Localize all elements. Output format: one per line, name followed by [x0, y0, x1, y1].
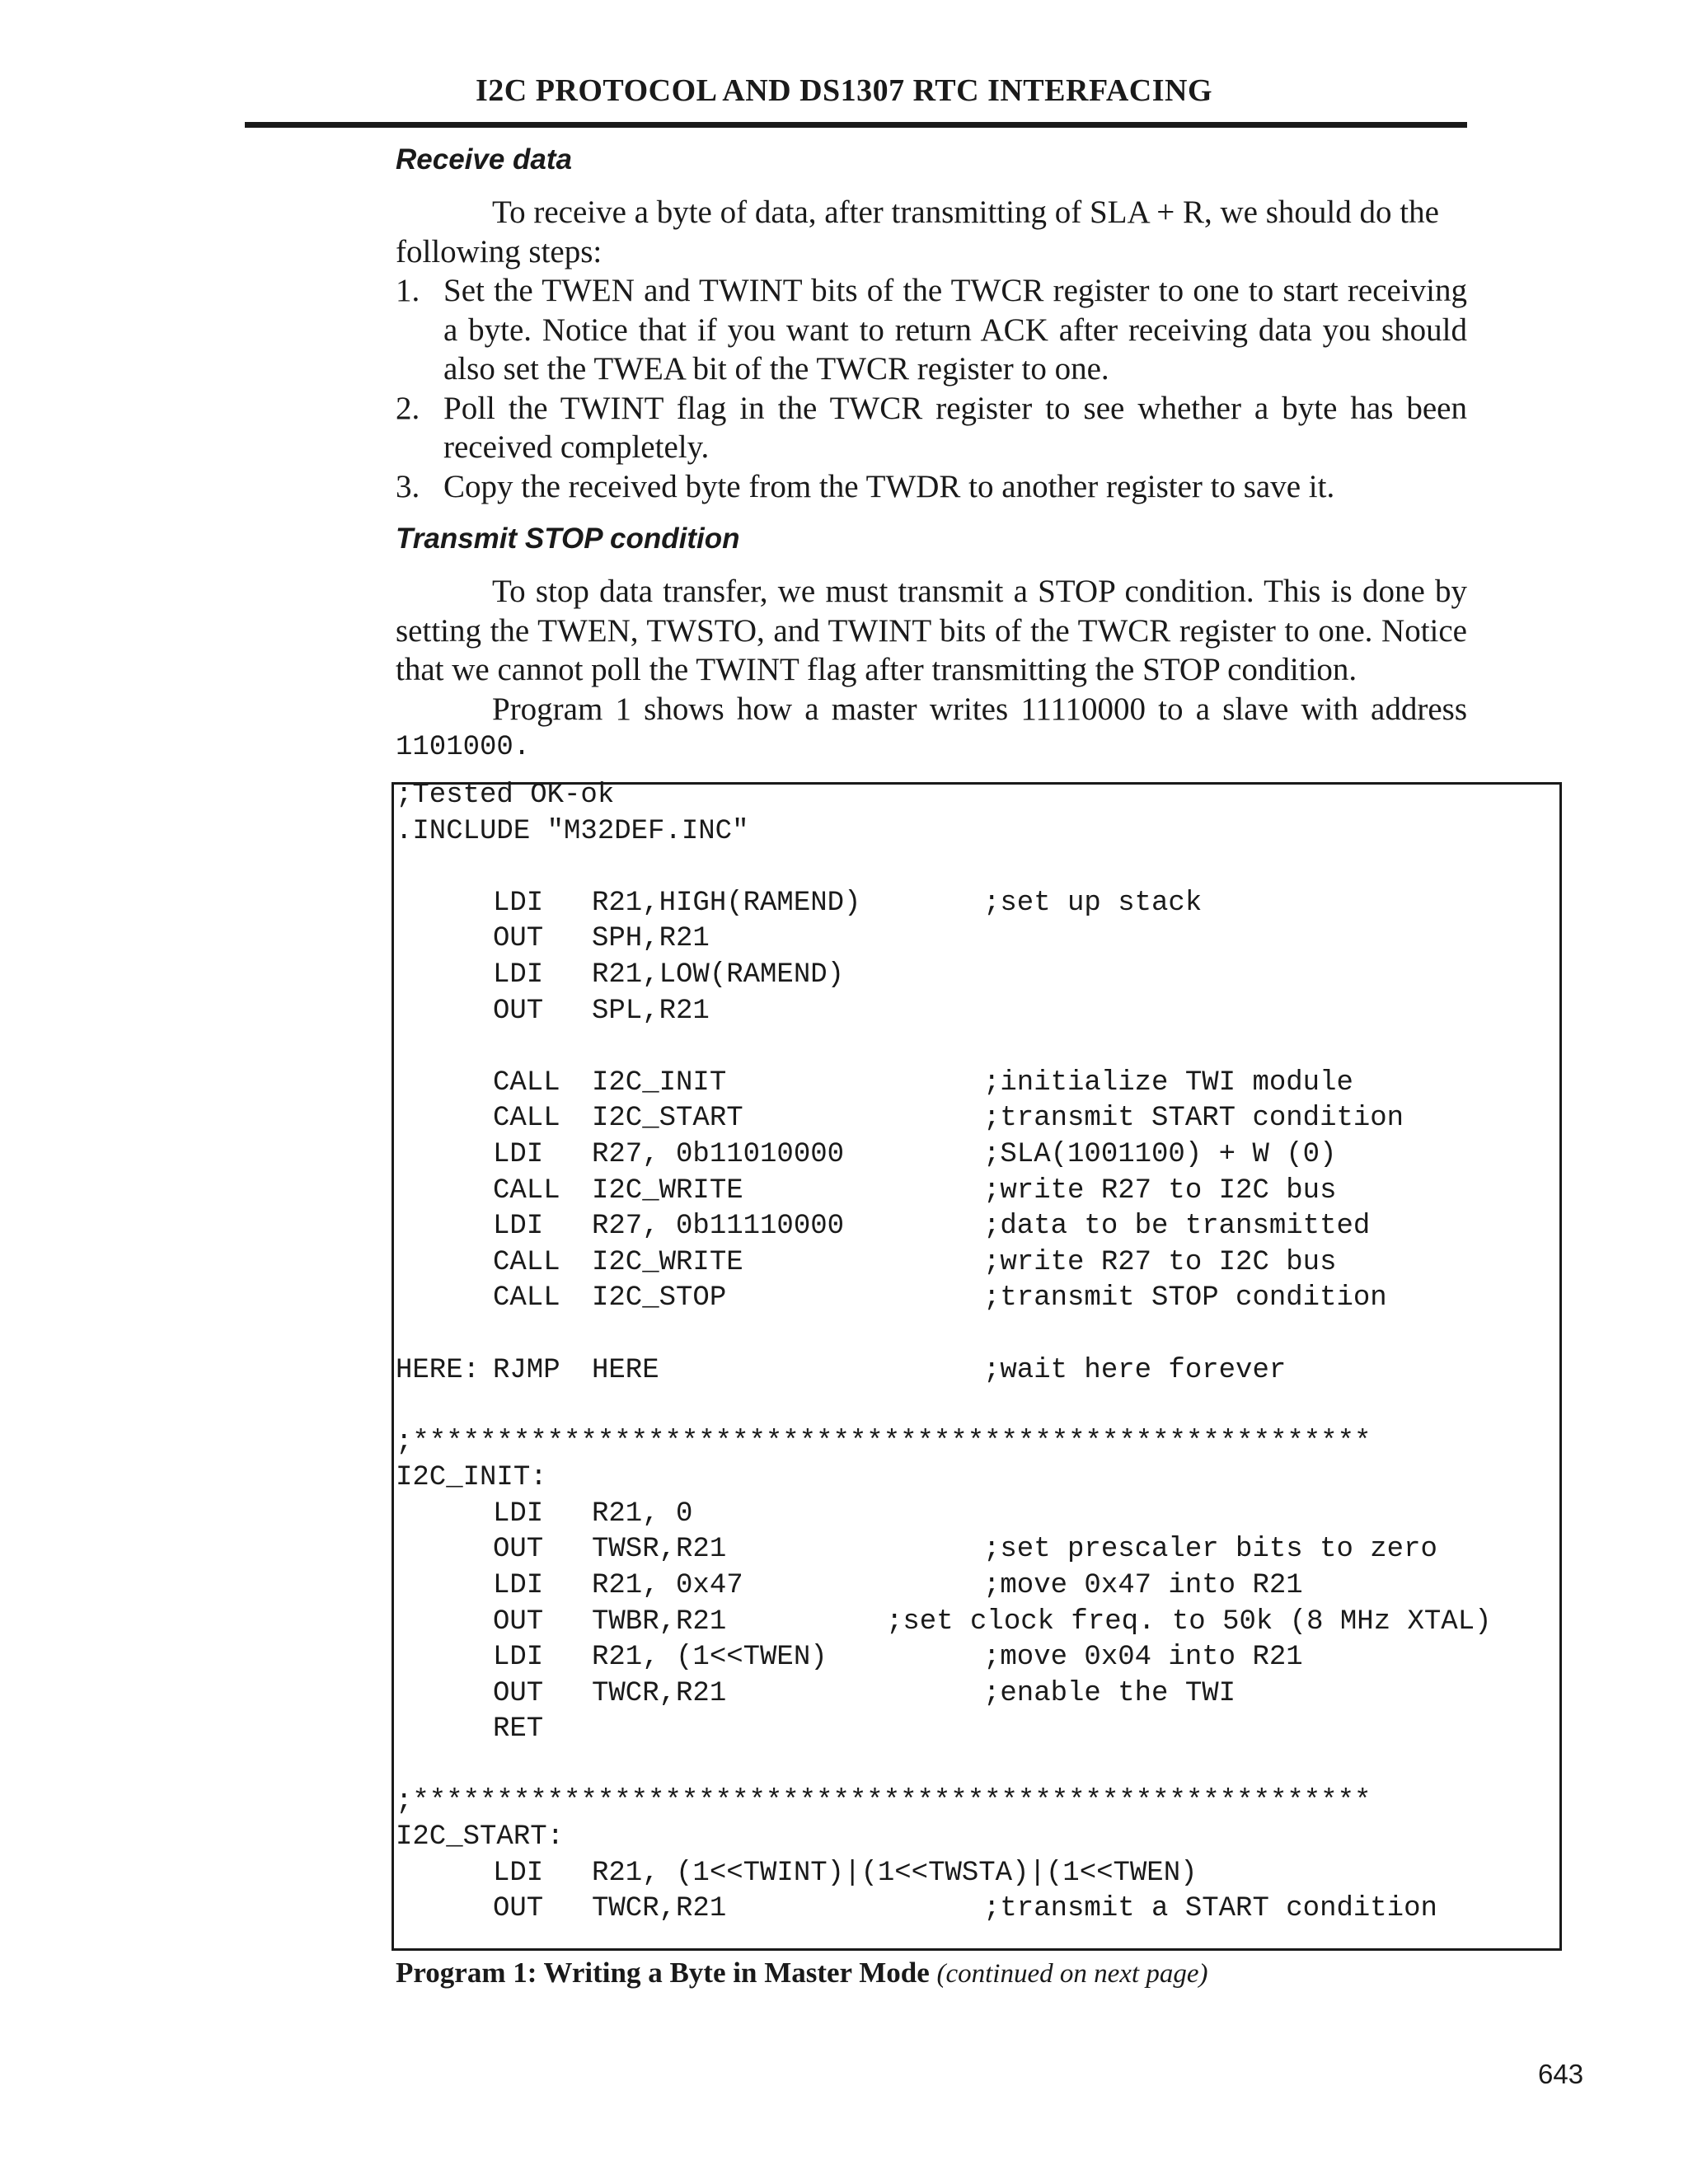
code-line: [396, 1174, 1558, 1210]
code-line: [396, 1425, 1558, 1461]
text-line: also set the TWEA bit of the TWCR register to one.: [443, 351, 1109, 387]
code-line: [396, 1209, 1558, 1245]
code-operand: R21, 0x47: [592, 1570, 743, 1602]
code-opcode: CALL: [493, 1246, 560, 1278]
code-text: ;*********************************************************: [396, 1785, 1372, 1817]
code-opcode: OUT: [493, 1534, 544, 1566]
code-opcode: CALL: [493, 1174, 560, 1207]
code-comment: ;move 0x04 into R21: [983, 1642, 1303, 1674]
code-label: HERE:: [396, 1354, 481, 1386]
code-text: ;*********************************************************: [396, 1426, 1372, 1458]
section-heading-receive: Receive data: [396, 143, 573, 176]
code-line: [396, 1389, 1558, 1425]
code-line: [396, 1245, 1558, 1282]
stop-paragraph: [396, 572, 1467, 768]
code-opcode: OUT: [493, 1893, 544, 1925]
code-comment: ;SLA(1001100) + W (0): [983, 1138, 1337, 1170]
code-operand: SPH,R21: [592, 923, 710, 955]
code-opcode: CALL: [493, 1066, 560, 1099]
code-comment: ;set prescaler bits to zero: [983, 1534, 1437, 1566]
code-opcode: OUT: [493, 1605, 544, 1638]
code-line: [396, 921, 1558, 958]
code-line: [396, 1784, 1558, 1821]
code-operand: I2C_START: [592, 1103, 743, 1135]
code-opcode: OUT: [493, 995, 544, 1027]
text-line: a byte. Notice that if you want to return ACK after receiving data you should: [443, 312, 1467, 348]
code-opcode: RET: [493, 1713, 544, 1746]
code-line: [396, 1820, 1558, 1856]
code-line: [396, 1532, 1558, 1568]
code-operand: HERE: [592, 1354, 659, 1386]
text-line: To stop data transfer, we must transmit a STOP condition. This is done by: [492, 574, 1467, 609]
code-opcode: CALL: [493, 1103, 560, 1135]
code-line: [396, 1748, 1558, 1784]
code-opcode: LDI: [493, 1138, 544, 1170]
running-header: I2C PROTOCOL AND DS1307 RTC INTERFACING: [475, 73, 1213, 108]
code-operand: R21,LOW(RAMEND): [592, 958, 845, 991]
code-operand: I2C_INIT: [592, 1066, 727, 1099]
code-operand: SPL,R21: [592, 995, 710, 1027]
code-line: [396, 1856, 1558, 1892]
code-line: [396, 958, 1558, 994]
code-text: I2C_START:: [396, 1821, 565, 1854]
list-number: 1.: [396, 273, 420, 308]
code-line: [396, 1137, 1558, 1174]
text-line: Program 1 shows how a master writes 11110000 to a slave with address: [492, 691, 1467, 727]
page-number: 643: [1538, 2059, 1584, 2089]
code-opcode: LDI: [493, 887, 544, 919]
code-operand: TWCR,R21: [592, 1677, 727, 1709]
text-line: Poll the TWINT flag in the TWCR register to see whether a byte has been: [443, 390, 1467, 426]
code-line: [396, 1640, 1558, 1676]
code-operand: R21, 0: [592, 1497, 693, 1530]
code-operand: TWCR,R21: [592, 1893, 727, 1925]
code-comment: ;enable the TWI: [983, 1677, 1236, 1709]
caption-title: Program 1: Writing a Byte in Master Mode: [396, 1957, 930, 1989]
code-text: I2C_INIT:: [396, 1462, 547, 1494]
code-opcode: RJMP: [493, 1354, 560, 1386]
code-line: [396, 1497, 1558, 1533]
receive-steps: [396, 271, 1467, 506]
code-line: [396, 814, 1558, 851]
text-line: setting the TWEN, TWSTO, and TWINT bits of the TWCR register to one. Notice: [396, 612, 1467, 649]
text-line: received completely.: [443, 429, 710, 465]
code-operand: TWBR,R21: [592, 1605, 727, 1638]
code-line: [396, 1281, 1558, 1317]
program-listing: [396, 778, 1558, 1928]
code-line: [396, 1712, 1558, 1748]
code-text: ;Tested OK-ok: [396, 780, 615, 811]
code-opcode: LDI: [493, 1857, 544, 1889]
code-line: [396, 1460, 1558, 1497]
code-opcode: CALL: [493, 1282, 560, 1315]
code-comment: ;data to be transmitted: [983, 1211, 1371, 1243]
list-number: 2.: [396, 390, 420, 426]
code-comment: ;move 0x47 into R21: [983, 1570, 1303, 1602]
code-line: [396, 1029, 1558, 1066]
receive-intro: [396, 193, 1467, 271]
code-opcode: LDI: [493, 958, 544, 991]
code-operand: R27, 0b11110000: [592, 1211, 845, 1243]
code-line: [396, 994, 1558, 1030]
text-line: To receive a byte of data, after transmitting of SLA + R, we should do the: [492, 194, 1439, 230]
code-line: [396, 886, 1558, 922]
code-operand: R21, (1<<TWEN): [592, 1642, 828, 1674]
text-line: following steps:: [396, 233, 603, 269]
code-operand: R27, 0b11010000: [592, 1138, 845, 1170]
code-line: [396, 1568, 1558, 1605]
code-line: [396, 1101, 1558, 1137]
code-line: [396, 1605, 1558, 1641]
code-comment: ;set up stack: [983, 887, 1203, 919]
list-item: [396, 389, 1467, 467]
code-opcode: OUT: [493, 923, 544, 955]
code-operand: R21,HIGH(RAMEND): [592, 887, 861, 919]
code-line: [396, 778, 1558, 814]
code-text: .INCLUDE "M32DEF.INC": [396, 815, 749, 847]
text-line: Copy the received byte from the TWDR to another register to save it.: [443, 468, 1335, 504]
code-line: [396, 1676, 1558, 1713]
list-item: [396, 467, 1467, 507]
slave-address: 1101000.: [396, 732, 531, 763]
code-line: [396, 1353, 1558, 1390]
code-line: [396, 850, 1558, 886]
code-comment: ;initialize TWI module: [983, 1066, 1353, 1099]
caption-note: (continued on next page): [936, 1959, 1208, 1989]
code-comment: ;write R27 to I2C bus: [983, 1246, 1337, 1278]
text-line: Set the TWEN and TWINT bits of the TWCR register to one to start receiving: [443, 273, 1467, 308]
list-number: 3.: [396, 468, 420, 504]
code-operand: I2C_WRITE: [592, 1246, 743, 1278]
code-comment: ;transmit STOP condition: [983, 1282, 1387, 1315]
header-rule: [245, 122, 1467, 128]
list-item: [396, 271, 1467, 389]
code-line: [396, 1066, 1558, 1102]
code-operand: TWSR,R21: [592, 1534, 727, 1566]
code-comment: ;transmit a START condition: [983, 1893, 1437, 1925]
code-comment: ;write R27 to I2C bus: [983, 1174, 1337, 1207]
program-caption: [396, 1957, 1207, 1990]
code-comment: ;wait here forever: [983, 1354, 1287, 1386]
code-comment: ;set clock freq. to 50k (8 MHz XTAL): [886, 1605, 1492, 1638]
section-heading-stop: Transmit STOP condition: [396, 523, 740, 555]
code-opcode: LDI: [493, 1642, 544, 1674]
text-line: that we cannot poll the TWINT flag after transmitting the STOP condition.: [396, 652, 1357, 687]
code-line: [396, 1317, 1558, 1353]
code-operand: I2C_WRITE: [592, 1174, 743, 1207]
code-opcode: LDI: [493, 1211, 544, 1243]
code-opcode: LDI: [493, 1570, 544, 1602]
code-opcode: LDI: [493, 1497, 544, 1530]
code-operand: I2C_STOP: [592, 1282, 727, 1315]
code-comment: ;transmit START condition: [983, 1103, 1404, 1135]
code-opcode: OUT: [493, 1677, 544, 1709]
code-line: [396, 1891, 1558, 1928]
code-operand: R21, (1<<TWINT)|(1<<TWSTA)|(1<<TWEN): [592, 1857, 1198, 1889]
